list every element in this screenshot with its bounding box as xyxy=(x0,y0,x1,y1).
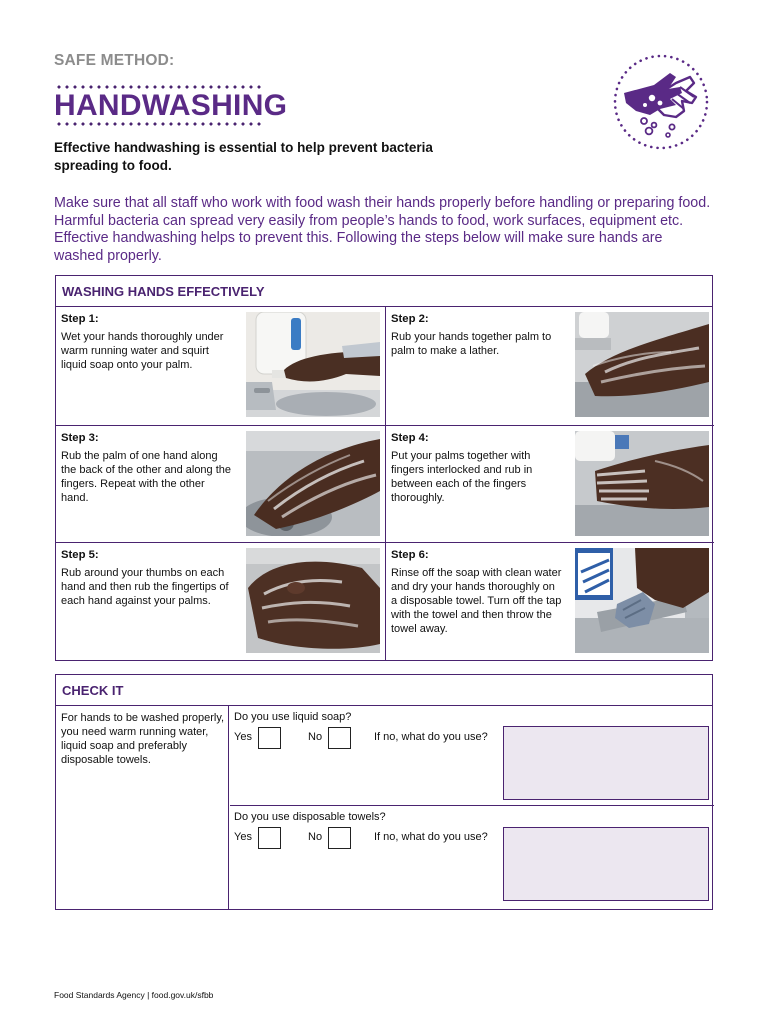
washing-steps-table xyxy=(55,275,713,661)
back-of-hand-photo xyxy=(246,431,380,536)
step-description: Rinse off the soap with clean water and dry your hands thoroughly on a disposable towel. Turn off the tap with the towel and then throw the towel away. xyxy=(391,567,562,635)
if-no-answer-field[interactable] xyxy=(503,827,709,901)
no-label: No xyxy=(308,831,323,843)
footer-text: Food Standards Agency | food.gov.uk/sfbb xyxy=(54,990,214,1000)
step-3-cell xyxy=(56,425,385,543)
soap-dispenser-photo xyxy=(246,312,380,417)
question-text: Do you use liquid soap? xyxy=(234,711,352,723)
thumbs-photo xyxy=(246,548,380,653)
check-heading: CHECK IT xyxy=(56,675,712,706)
dotted-rule-bottom xyxy=(55,122,263,126)
yes-checkbox[interactable] xyxy=(258,727,281,749)
step-2-cell xyxy=(385,307,714,425)
step-6-cell xyxy=(385,542,714,660)
step-description: Wet your hands thoroughly under warm running water and squirt liquid soap onto your palm. xyxy=(61,331,224,371)
interlocked-fingers-photo xyxy=(575,431,709,536)
step-description: Rub your hands together palm to palm to make a lather. xyxy=(391,331,552,357)
page-title: HANDWASHING xyxy=(54,89,288,122)
step-title: Step 2: xyxy=(391,313,429,325)
yes-checkbox[interactable] xyxy=(258,827,281,849)
if-no-answer-field[interactable] xyxy=(503,726,709,800)
step-description: Rub the palm of one hand along the back of the other and along the fingers. Repeat with the other hand. xyxy=(61,449,232,504)
if-no-label: If no, what do you use? xyxy=(374,831,488,843)
step-description: Put your palms together with fingers interlocked and rub in between each of the fingers thoroughly. xyxy=(391,449,533,504)
no-label: No xyxy=(308,731,323,743)
question-disposable-towels xyxy=(230,806,714,909)
if-no-label: If no, what do you use? xyxy=(374,731,488,743)
no-checkbox[interactable] xyxy=(328,827,351,849)
section-kicker: SAFE METHOD: xyxy=(54,52,175,69)
towel-tap-photo xyxy=(575,548,709,653)
steps-heading: WASHING HANDS EFFECTIVELY xyxy=(56,276,712,307)
step-description: Rub around your thumbs on each hand and then rub the fingertips of each hand against your palms. xyxy=(61,567,229,607)
step-1-cell xyxy=(56,307,385,425)
hands-washing-icon xyxy=(610,53,712,151)
lead-text: Effective handwashing is essential to help prevent bacteria spreading to food. xyxy=(54,140,433,173)
step-title: Step 5: xyxy=(61,549,99,561)
yes-label: Yes xyxy=(234,831,252,843)
step-title: Step 6: xyxy=(391,549,429,561)
step-4-cell xyxy=(385,425,714,543)
step-title: Step 3: xyxy=(61,431,99,444)
no-checkbox[interactable] xyxy=(328,727,351,749)
check-it-table xyxy=(55,674,713,910)
question-liquid-soap xyxy=(230,706,714,806)
check-note: For hands to be washed properly, you need warm running water, liquid soap and preferably disposable towels. xyxy=(56,706,229,909)
step-5-cell xyxy=(56,542,385,660)
palm-to-palm-photo xyxy=(575,312,709,417)
yes-label: Yes xyxy=(234,731,252,743)
question-text: Do you use disposable towels? xyxy=(234,811,386,823)
step-title: Step 4: xyxy=(391,431,429,444)
intro-paragraph: Make sure that all staff who work with food wash their hands properly before handling or preparing food. Harmful bacteria can spread very easily from people’s hands to food, work surfaces, equipment etc. Effective handwashing helps to prevent this. Following the steps below will make sure hands are washed properly. xyxy=(54,195,711,264)
step-title: Step 1: xyxy=(61,313,99,325)
